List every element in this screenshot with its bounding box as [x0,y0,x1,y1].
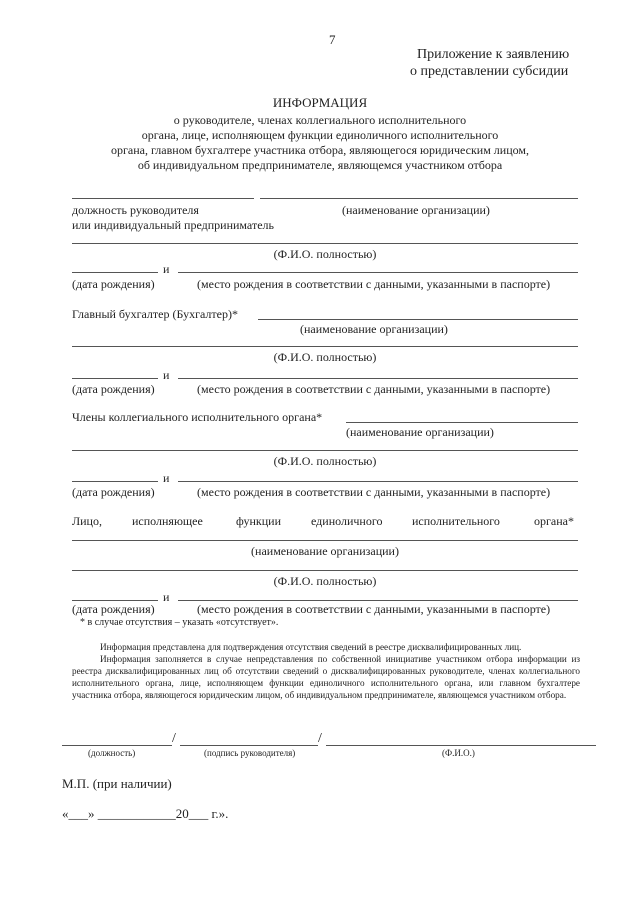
chief-accountant-birth-date-label: (дата рождения) [72,382,155,396]
sole-executive-birth-date-label: (дата рождения) [72,602,155,616]
sole-executive-org-label: (наименование организации) [251,544,399,558]
heading-line-3: органа, главном бухгалтере участника отбора, являющегося юридическим лицом, [110,143,529,157]
heading-line-2: органа, лице, исполняющем функции единоличного исполнительного [141,128,499,142]
notes-block [72,641,580,701]
document-title: ИНФОРМАЦИЯ [272,95,368,110]
signature-fio-label: (Ф.И.О.) [442,748,475,758]
sole-executive-word-5: исполнительного [412,514,500,528]
sole-executive-word-2: исполняющее [132,514,203,528]
board-members-birth-date-label: (дата рождения) [72,485,155,499]
head-birth-date-field[interactable] [72,272,158,273]
signature-sign-label: (подпись руководителя) [204,748,296,758]
date-line: «___» ____________20___ г.». [62,806,229,821]
footnote: * в случае отсутствия – указать «отсутствует». [80,617,279,628]
signature-fio-field[interactable] [326,745,596,746]
chief-accountant-fio-field[interactable] [72,346,578,347]
board-members-birth-place-field[interactable] [178,481,578,482]
signature-slash-1: / [172,731,176,746]
sole-executive-birth-date-field[interactable] [72,600,158,601]
note-paragraph-2: Информация заполняется в случае непредставления по собственной инициативе участником отбора информации из реестра дисквалифицированных лиц об отсутствии сведений о дисквалифицированных руководителе, членах коллегиального исполнительного органа, лице, исполняющем функции единоличного исполнительного органа, или главном бухгалтере участника отбора, являющегося юридическим лицом, об индивидуальном предпринимателе, являющемся участником отбора. [72,654,580,700]
head-position-label-2: или индивидуальный предприниматель [72,218,274,232]
chief-accountant-birth-place-label: (место рождения в соответствии с данными, указанными в паспорте) [197,382,551,396]
head-birth-date-label: (дата рождения) [72,277,155,291]
chief-accountant-birth-place-field[interactable] [178,378,578,379]
signature-slash-2: / [318,731,322,746]
sole-executive-org-field[interactable] [72,540,578,541]
head-position-field[interactable] [72,198,254,199]
heading-line-1: о руководителе, членах коллегиального исполнительного [173,113,467,127]
chief-accountant-birth-date-field[interactable] [72,378,158,379]
sole-executive-birth-place-field[interactable] [178,600,578,601]
sole-executive-and: и [163,590,170,604]
stamp-label: М.П. (при наличии) [62,776,172,791]
page-number: 7 [329,32,336,47]
head-birth-place-field[interactable] [178,272,578,273]
head-birth-place-label: (место рождения в соответствии с данными, указанными в паспорте) [197,277,551,291]
board-members-and: и [163,471,170,485]
head-org-label: (наименование организации) [342,203,490,217]
board-members-org-label: (наименование организации) [346,425,494,439]
chief-accountant-label: Главный бухгалтер (Бухгалтер)* [72,307,238,321]
head-and: и [163,262,170,276]
board-members-birth-place-label: (место рождения в соответствии с данными, указанными в паспорте) [197,485,551,499]
head-fio-label: (Ф.И.О. полностью) [273,247,377,261]
head-position-label: должность руководителя [72,203,199,217]
chief-accountant-and: и [163,368,170,382]
appendix-line-1: Приложение к заявлению [417,47,570,62]
sole-executive-word-6: органа* [534,514,574,528]
sole-executive-word-4: единоличного [311,514,383,528]
sole-executive-word-1: Лицо, [72,514,102,528]
signature-position-field[interactable] [62,745,172,746]
board-members-fio-label: (Ф.И.О. полностью) [273,454,377,468]
head-fio-field[interactable] [72,243,578,244]
chief-accountant-org-field[interactable] [258,319,578,320]
signature-position-label: (должность) [88,748,136,758]
sole-executive-word-3: функции [236,514,281,528]
note-paragraph-1: Информация представлена для подтверждения отсутствия сведений в реестре дисквалифицированных лиц. [100,642,522,652]
board-members-label: Члены коллегиального исполнительного органа* [72,410,323,424]
board-members-birth-date-field[interactable] [72,481,158,482]
appendix-line-2: о представлении субсидии [410,64,569,79]
board-members-org-field[interactable] [346,422,578,423]
chief-accountant-org-label: (наименование организации) [300,322,448,336]
sole-executive-fio-field[interactable] [72,570,578,571]
sole-executive-birth-place-label: (место рождения в соответствии с данными, указанными в паспорте) [197,602,551,616]
chief-accountant-fio-label: (Ф.И.О. полностью) [273,350,377,364]
head-org-field[interactable] [260,198,578,199]
board-members-fio-field[interactable] [72,450,578,451]
heading-line-4: об индивидуальном предпринимателе, являющемся участником отбора [137,158,503,172]
sole-executive-fio-label: (Ф.И.О. полностью) [273,574,377,588]
signature-sign-field[interactable] [180,745,318,746]
